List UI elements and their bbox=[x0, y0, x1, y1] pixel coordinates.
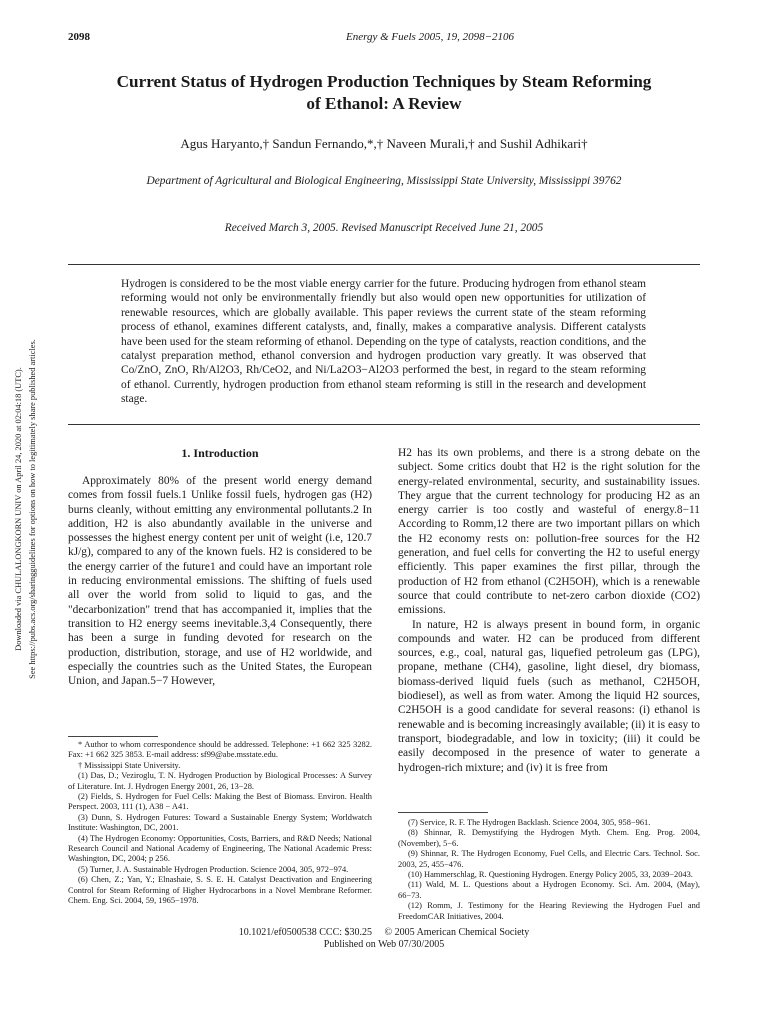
received-dates: Received March 3, 2005. Revised Manuscript Received June 21, 2005 bbox=[224, 222, 544, 234]
article-title: Current Status of Hydrogen Production Techniques by Steam Reforming of Ethanol: A Review bbox=[116, 72, 652, 113]
reference-item: (8) Shinnar, R. Demystifying the Hydrogen Myth. Chem. Eng. Prog. 2004, (November), 5−6. bbox=[398, 828, 700, 848]
left-column bbox=[68, 474, 372, 688]
footnote-rule-left bbox=[68, 736, 158, 737]
abstract-top-rule bbox=[68, 264, 700, 265]
reference-item: (5) Turner, J. A. Sustainable Hydrogen Production. Science 2004, 305, 972−974. bbox=[78, 864, 349, 874]
journal-citation: Energy & Fuels 2005, 19, 2098−2106 bbox=[345, 31, 515, 43]
sidebar-line-2: See https://pubs.acs.org/sharingguidelines for options on how to legitimately share published articles. bbox=[28, 339, 37, 679]
page-footer bbox=[188, 927, 580, 951]
publication-date: Published on Web 07/30/2005 bbox=[323, 939, 445, 950]
reference-item: (6) Chen, Z.; Yan, Y.; Elnashaie, S. S. E. H. Catalyst Deactivation and Engineering Control for Steam Reforming of Higher Hydrocarbons in a Novel Membrane Reformer. Chem. Eng. Sci. 2004, 59, 1965−1978. bbox=[68, 875, 372, 906]
reference-item: (1) Das, D.; Veziroglu, T. N. Hydrogen Production by Biological Processes: A Survey of Literature. Int. J. Hydrogen Energy 2001, 26, 13−28. bbox=[68, 771, 372, 791]
reference-item: (7) Service, R. F. The Hydrogen Backlash. Science 2004, 305, 958−961. bbox=[408, 818, 651, 827]
footnote-rule-right bbox=[398, 812, 488, 813]
abstract: Hydrogen is considered to be the most viable energy carrier for the future. Producing hydrogen from ethanol steam reforming would not only be environmentally friendly but also would open new opportunities for utilization of renewable resources, which are globally available. This paper reviews the current state of the steam reforming process of ethanol, examines different catalysts, and, finally, makes a comparative analysis. Different catalysts have been used for the steam reforming of ethanol. Depending on the type of catalysts, reaction conditions, and the catalyst preparation method, ethanol conversion and hydrogen production vary greatly. It was observed that Co/ZnO, ZnO, Rh/Al2O3, Rh/CeO2, and Ni/La2O3−Al2O3 performed the best, in regard to the steam reforming of ethanol. Currently, hydrogen production from ethanol steam reforming is still in the research and development stage. bbox=[121, 278, 646, 406]
reference-item: (4) The Hydrogen Economy: Opportunities, Costs, Barriers, and R&D Needs; National Research Council and National Academy of Engineering, The National Academic Press: Washington, DC, 2004; p 256. bbox=[68, 833, 372, 864]
abstract-bottom-rule bbox=[68, 424, 700, 425]
author-list: Agus Haryanto,† Sandun Fernando,*,† Naveen Murali,† and Sushil Adhikari† bbox=[180, 136, 588, 151]
reference-item: (9) Shinnar, R. The Hydrogen Economy, Fuel Cells, and Electric Cars. Technol. Soc. 2003, 25, 455−476. bbox=[398, 849, 700, 869]
reference-item: (2) Fields, S. Hydrogen for Fuel Cells: Making the Best of Biomass. Environ. Health Perspect. 2003, 111 (1), A38 − A41. bbox=[68, 792, 372, 812]
affiliation: Department of Agricultural and Biological Engineering, Mississippi State University, Mississippi 39762 bbox=[146, 175, 622, 187]
footnotes-right bbox=[398, 818, 700, 922]
intro-paragraph: Approximately 80% of the present world energy demand comes from fossil fuels.1 Unlike fossil fuels, hydrogen gas (H2) burns cleanly, without emitting any environmental pollutants.2 In addition, H2 is also abundantly available in the universe and possesses the highest energy content per unit of weight (i.e, 120.7 kJ/g), compared to any of the known fuels. H2 is considered to be the energy carrier of the future1 and could have an important role in reducing environmental emissions. The shifting of fuels used all over the world from solid to liquid to gas, and the "decarbonization" trend that has accompanied it, implies that the transition to H2 energy seems inevitable.3,4 Consequently, there has been a surge in funding devoted for research on the production, distribution, storage, and use of H2 worldwide, and especially the countries such as the United States, the European Union, and Japan.5−7 However, bbox=[68, 475, 372, 688]
right-column bbox=[398, 446, 700, 775]
sidebar-line-1: Downloaded via CHULALONGKORN UNIV on April 24, 2020 at 02:04:18 (UTC). bbox=[14, 367, 23, 651]
download-sidebar-note bbox=[12, 336, 42, 682]
footnote-corresponding: * Author to whom correspondence should be addressed. Telephone: +1 662 325 3282. Fax: +1 662 325 3853. E-mail address: sf99@abe.msstate.edu. bbox=[68, 740, 372, 760]
right-paragraph-2: In nature, H2 is always present in bound form, in organic compounds and water. H2 can be produced from different sources, e.g., coal, natural gas, liquefied petroleum gas (LPG), propane, methane (CH4), gasoline, light diesel, dry biomass, biomass-derived liquid fuels (such as methanol, C2H5OH, biodiesel), as well as from water. Among the liquid H2 sources, C2H5OH is a good candidate for several reasons: (i) ethanol is renewable and is becoming increasingly available; (ii) it is easy to transport, biodegradable, and low in toxicity; (iii) it could be easily decomposed in the presence of water to generate a hydrogen-rich mixture; and (iv) it is free from bbox=[398, 618, 700, 774]
right-paragraph-1: H2 has its own problems, and there is a strong debate on the subject. Some critics doubt that H2 is the right solution for the energy-related environmental, security, and sustainability issues. They argue that the current technology for producing H2 as an energy carrier is too costly and wasteful of energy.8−11 According to Romm,12 there are two important pillars on which the H2 economy rests on: pollution-free sources for the H2 generation, and fuel cells for converting the H2 to useful energy efficiently. This paper examines the first pillar, through the production of H2 from ethanol (C2H5OH), which is a renewable source that could contribute to net-zero carbon dioxide (CO2) emissions. bbox=[398, 447, 700, 617]
reference-item: (12) Romm, J. Testimony for the Hearing Reviewing the Hydrogen Fuel and FreedomCAR Initiatives, 2004. bbox=[398, 901, 700, 921]
footnote-affiliation: † Mississippi State University. bbox=[78, 760, 181, 770]
reference-item: (3) Dunn, S. Hydrogen Futures: Toward a Sustainable Energy System; Worldwatch Institute: Washington, DC, 2001. bbox=[68, 812, 372, 833]
reference-item: (11) Wald, M. L. Questions about a Hydrogen Economy. Sci. Am. 2004, (May), 66−73. bbox=[398, 880, 700, 900]
reference-item: (10) Hammerschlag, R. Questioning Hydrogen. Energy Policy 2005, 33, 2039−2043. bbox=[408, 870, 693, 880]
doi-copyright: 10.1021/ef0500538 CCC: $30.25 © 2005 American Chemical Society bbox=[238, 927, 530, 938]
footnotes-left bbox=[68, 740, 372, 907]
page-number: 2098 bbox=[68, 31, 90, 43]
section-heading: 1. Introduction bbox=[181, 446, 259, 460]
